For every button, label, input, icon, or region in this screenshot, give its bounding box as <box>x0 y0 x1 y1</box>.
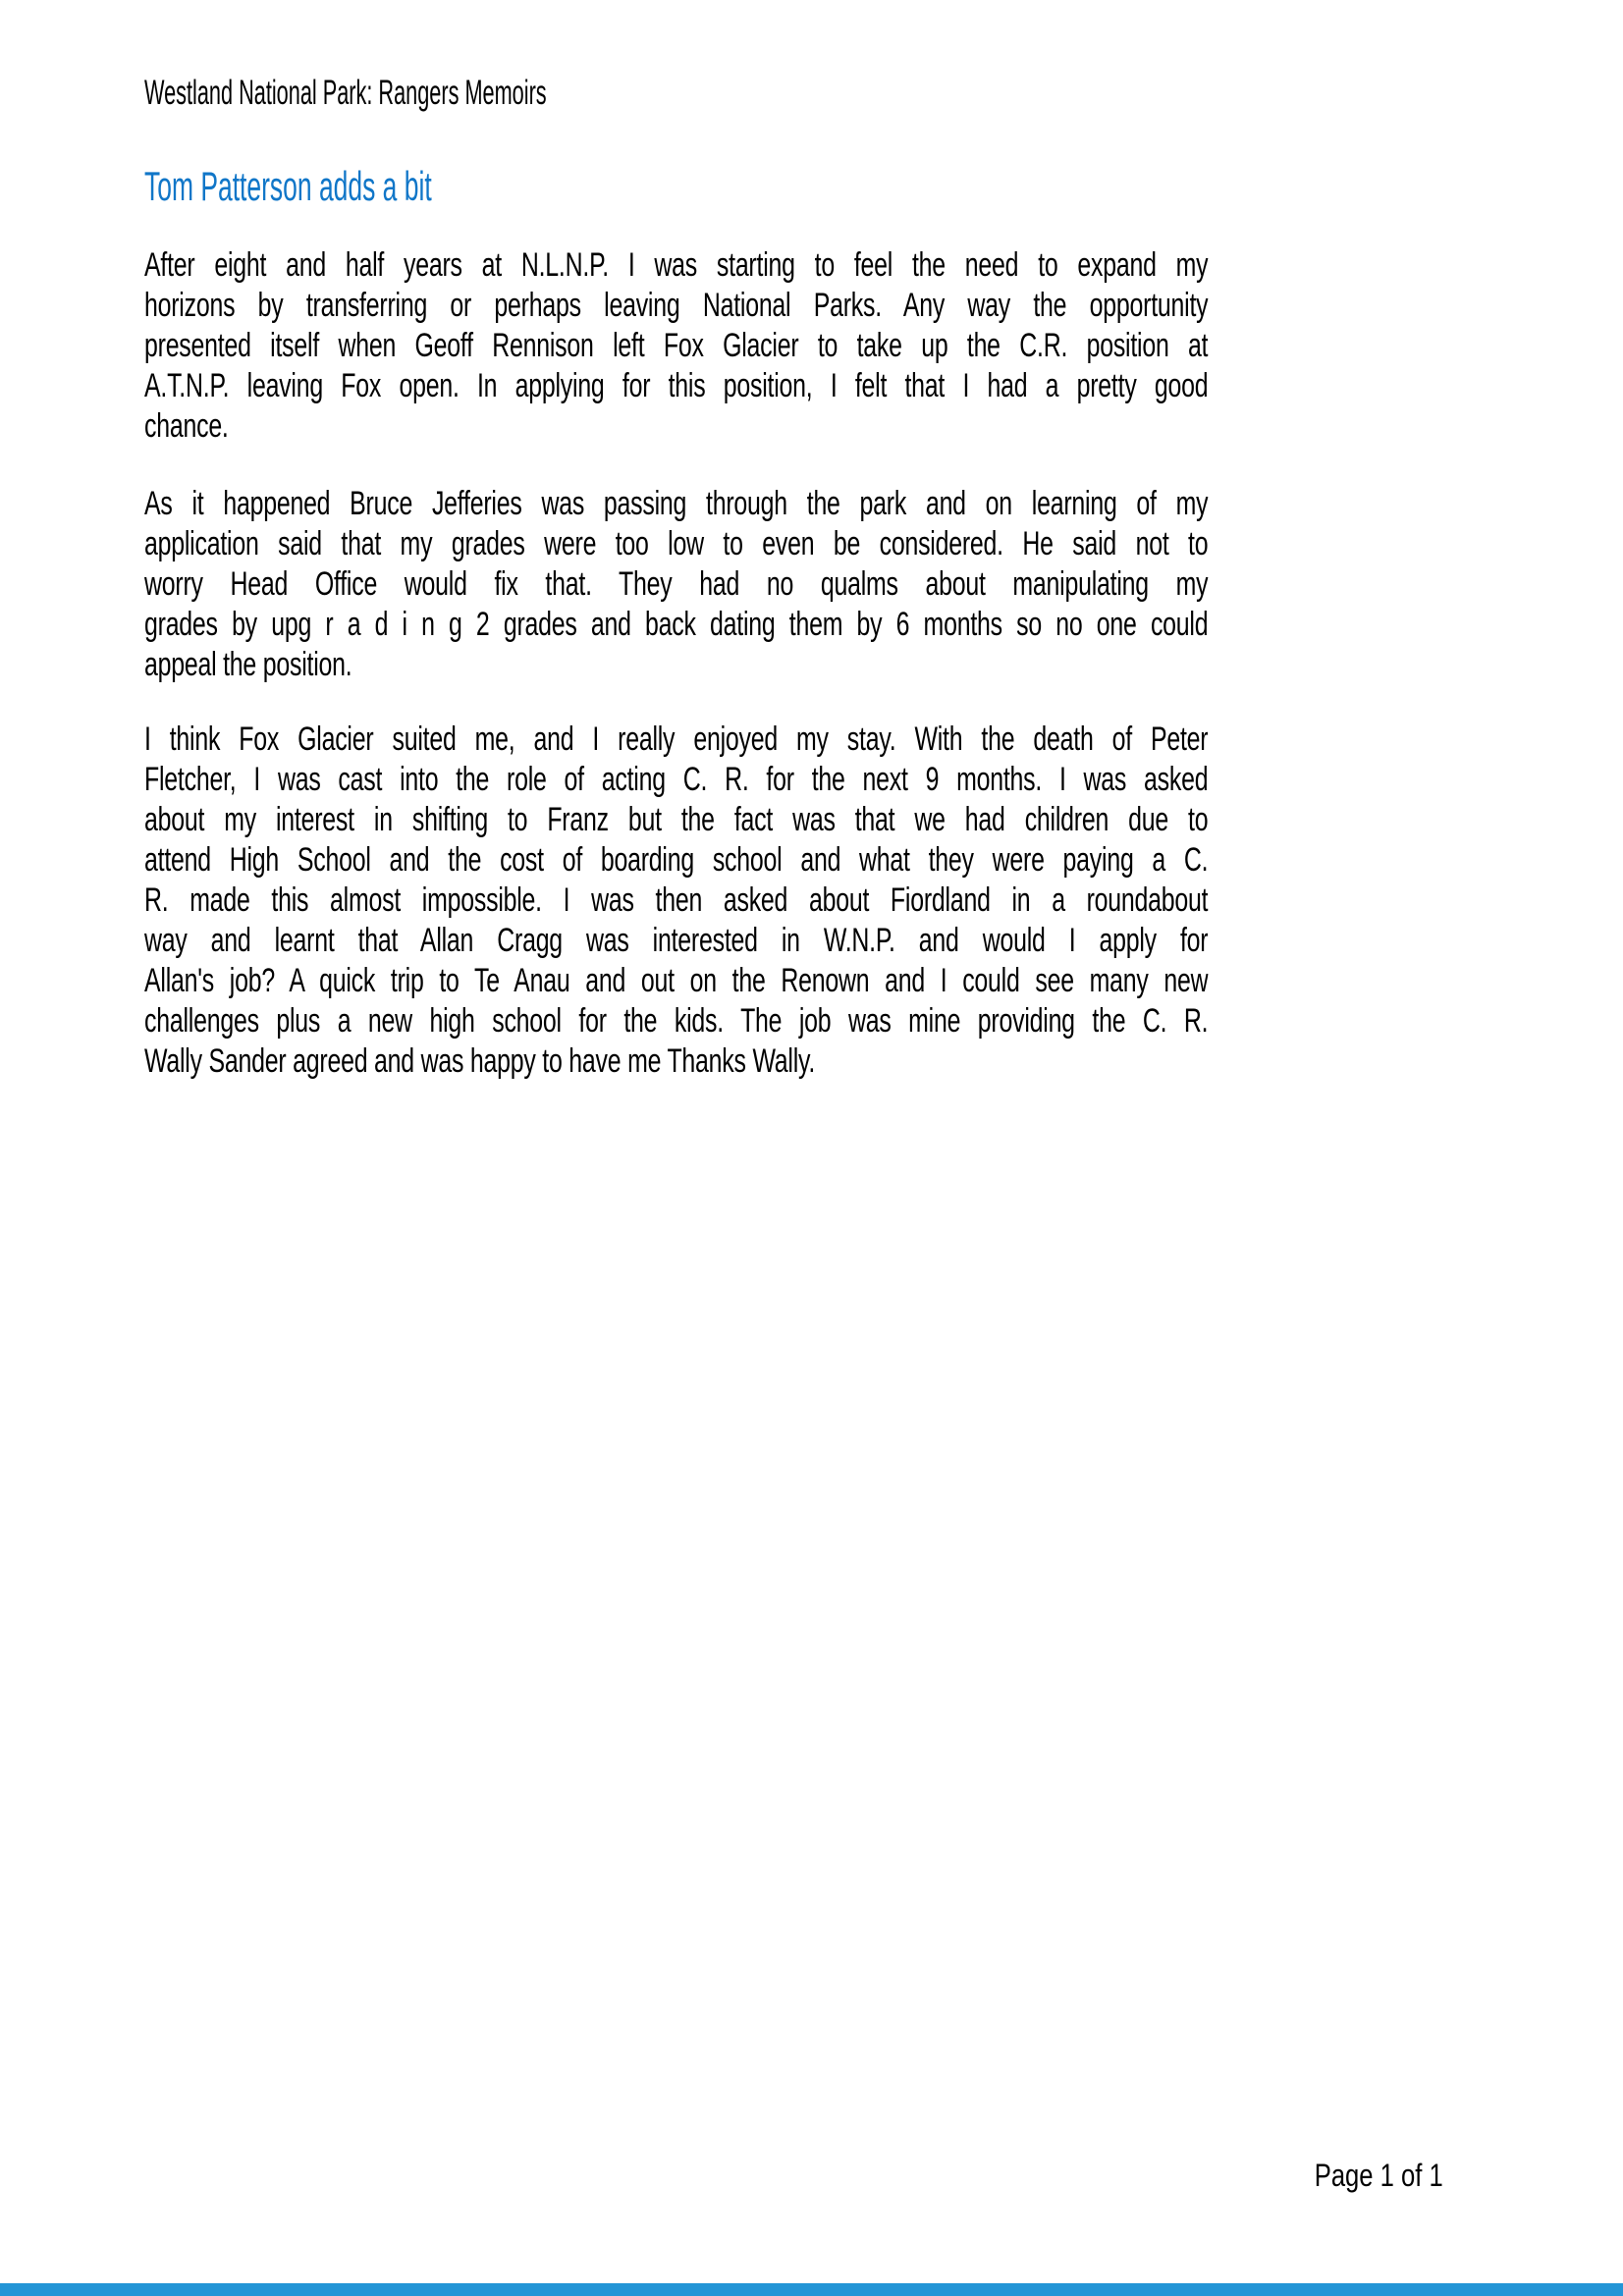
text-line: After eight and half years at N.L.N.P. I was starting to feel the need to expand my <box>144 246 1209 284</box>
footer-bar <box>0 2283 1623 2296</box>
text-line: about my interest in shifting to Franz but the fact was that we had children due to <box>144 801 1209 838</box>
text-line: I think Fox Glacier suited me, and I really enjoyed my stay. With the death of Peter <box>144 721 1209 758</box>
text-line: Allan's job? A quick trip to Te Anau and out on the Renown and I could see many new <box>144 962 1209 999</box>
text-line: challenges plus a new high school for the kids. The job was mine providing the C. R. <box>144 1002 1209 1040</box>
section-heading: Tom Patterson adds a bit <box>144 163 432 209</box>
text-line: presented itself when Geoff Rennison left Fox Glacier to take up the C.R. position at <box>144 327 1209 364</box>
text-line: worry Head Office would fix that. They had no qualms about manipulating my <box>144 565 1209 603</box>
text-line: chance. <box>144 407 229 445</box>
text-line: attend High School and the cost of boarding school and what they were paying a C. <box>144 841 1209 879</box>
text-line: Wally Sander agreed and was happy to have me Thanks Wally. <box>144 1042 816 1080</box>
paragraph <box>144 245 1208 447</box>
text-line: appeal the position. <box>144 646 352 683</box>
text-line: grades by upg r a d i n g 2 grades and back dating them by 6 months so no one could <box>144 606 1209 643</box>
page-title: Westland National Park: Rangers Memoirs <box>144 74 547 112</box>
page-number: Page 1 of 1 <box>1315 2158 1443 2193</box>
paragraph <box>144 484 1208 685</box>
text-line: A.T.N.P. leaving Fox open. In applying for this position, I felt that I had a pretty good <box>144 367 1209 404</box>
text-line: horizons by transferring or perhaps leaving National Parks. Any way the opportunity <box>144 287 1209 324</box>
text-line: way and learnt that Allan Cragg was interested in W.N.P. and would I apply for <box>144 922 1209 959</box>
text-line: application said that my grades were too low to even be considered. He said not to <box>144 525 1209 562</box>
text-line: R. made this almost impossible. I was then asked about Fiordland in a roundabout <box>144 881 1209 919</box>
paragraph <box>144 720 1208 1082</box>
text-line: As it happened Bruce Jefferies was passing through the park and on learning of my <box>144 485 1209 522</box>
text-line: Fletcher, I was cast into the role of acting C. R. for the next 9 months. I was asked <box>144 761 1209 798</box>
